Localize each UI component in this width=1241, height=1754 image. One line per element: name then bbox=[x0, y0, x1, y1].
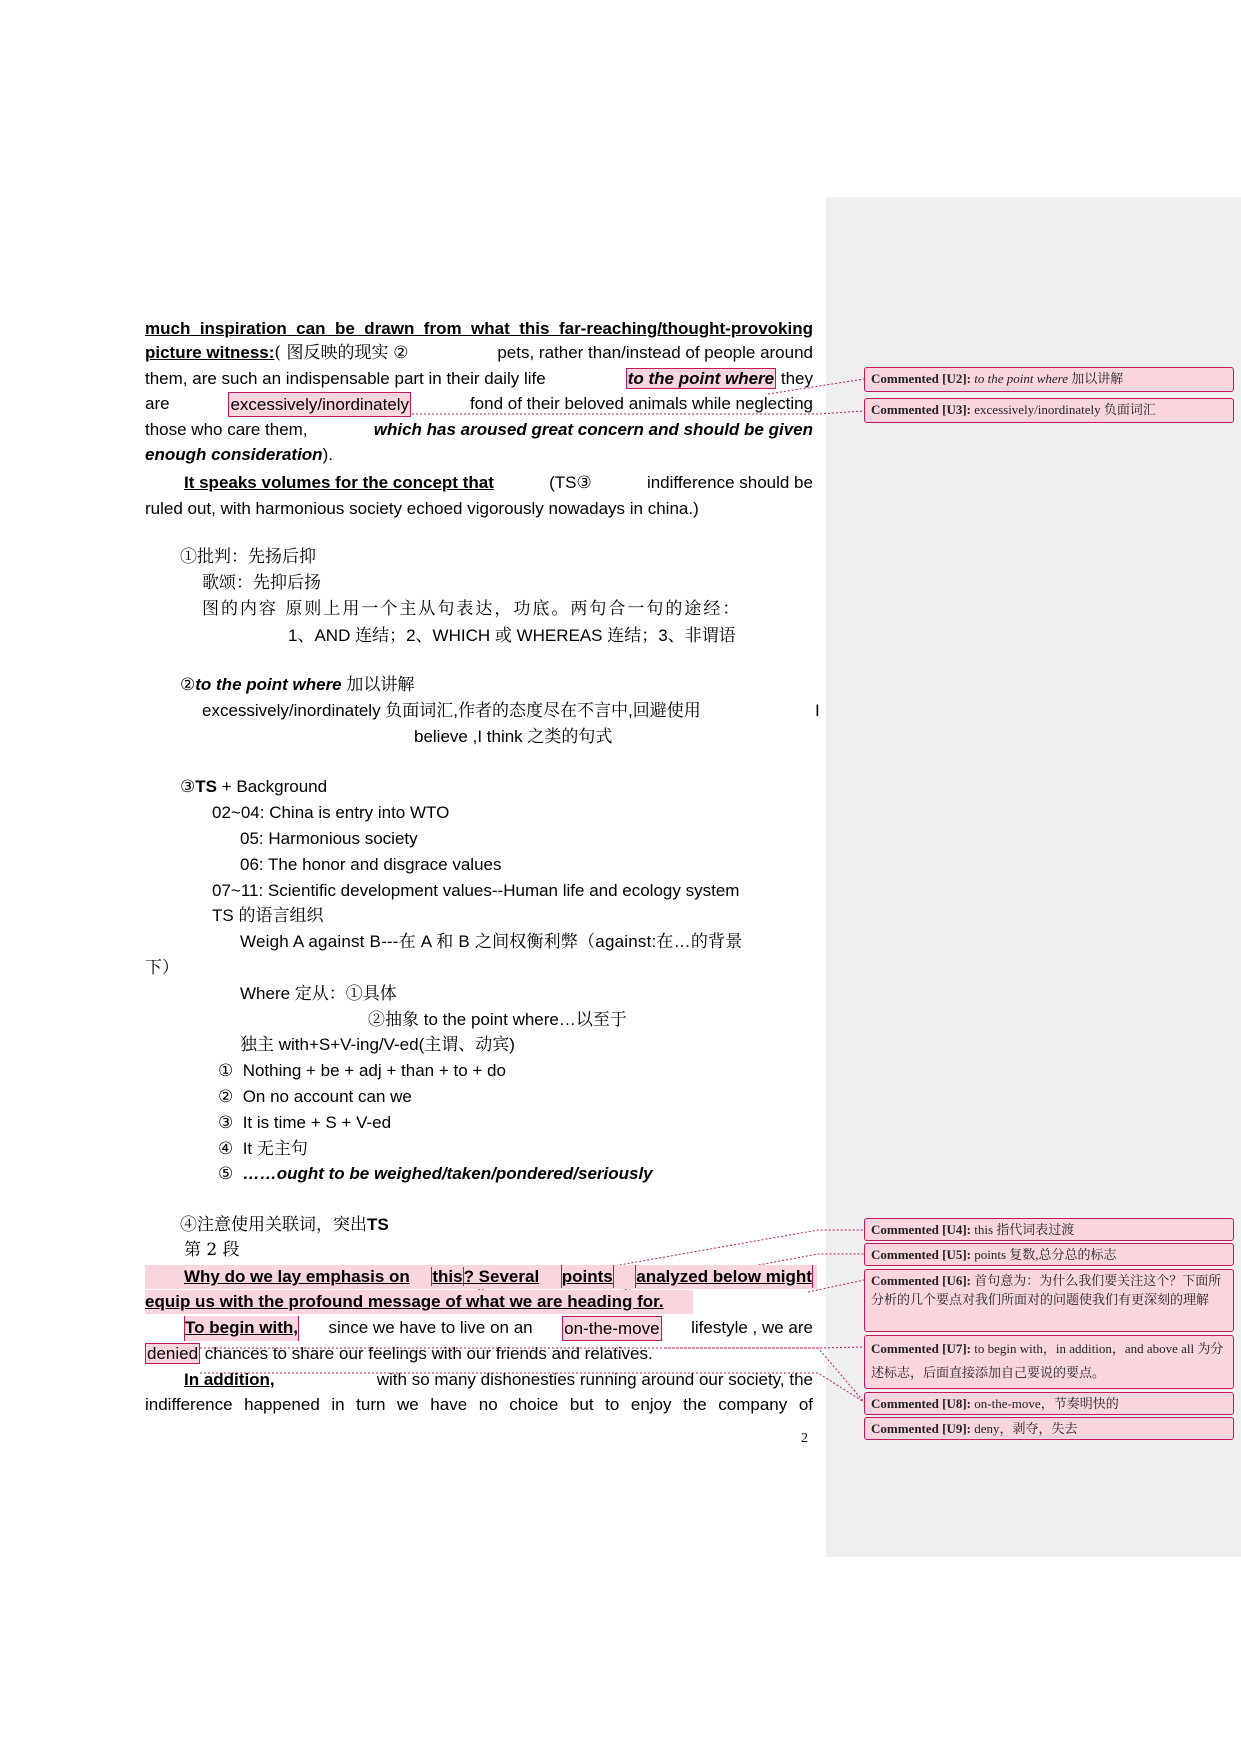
comment-u7[interactable] bbox=[864, 1335, 1234, 1389]
para1-line-4 bbox=[145, 392, 813, 417]
list-text: Nothing + be + adj + than + to + do bbox=[242, 1061, 506, 1080]
note3-item-1: 02~04: China is entry into WTO bbox=[212, 803, 450, 822]
indifference-text: indifference should be bbox=[646, 473, 813, 492]
list-number: ⑤ bbox=[218, 1164, 234, 1183]
note-ref-3: ③ bbox=[576, 473, 592, 493]
note4-line-1 bbox=[180, 1213, 389, 1237]
note3-list-5 bbox=[218, 1162, 653, 1185]
note3-item-6: Weigh A against B---在 A 和 B 之间权衡利弊（against:在…的背景 bbox=[240, 932, 743, 951]
comment-text: to begin with，in addition，and above all 为分述标志，后面直接添加自己要说的要点。 bbox=[871, 1341, 1224, 1380]
in-addition-text: In addition, bbox=[184, 1370, 275, 1389]
list-text: It is time + S + V-ed bbox=[242, 1113, 392, 1132]
note4-ts: TS bbox=[367, 1215, 389, 1234]
reflection-text: ( 图反映的现实 bbox=[274, 343, 389, 363]
para3-line-3 bbox=[184, 1316, 813, 1341]
page-number: 2 bbox=[801, 1431, 808, 1446]
list-text: On no account can we bbox=[242, 1087, 412, 1106]
note3-item-3: 06: The honor and disgrace values bbox=[240, 855, 502, 874]
note2-line-2-end: I bbox=[815, 701, 820, 720]
list-text: It 无主句 bbox=[242, 1139, 308, 1158]
comment-u3[interactable] bbox=[864, 398, 1234, 423]
since-text: since we have to live on an bbox=[328, 1318, 533, 1337]
para3-line-6: indifference happened in turn we have no choice but to enjoy the company of bbox=[145, 1395, 813, 1414]
comment-u5[interactable] bbox=[864, 1243, 1234, 1266]
note3-list-3 bbox=[218, 1111, 391, 1134]
note2-line-3: believe ,I think 之类的句式 bbox=[414, 727, 613, 746]
comment-header: Commented [U8]: bbox=[871, 1396, 972, 1411]
note2-explain: 加以讲解 bbox=[346, 675, 415, 695]
note3-item-9: ②抽象 to the point where…以至于 bbox=[368, 1010, 627, 1029]
note3-list-1 bbox=[218, 1059, 506, 1082]
are-text: are bbox=[145, 394, 170, 413]
pets-text: pets, rather than/instead of people around bbox=[497, 343, 813, 362]
note3-ts: TS bbox=[195, 777, 217, 796]
comment-text: 首句意为：为什么我们要关注这个？下面所分析的几个要点对我们所面对的问题使我们有更深刻的理解 bbox=[871, 1273, 1222, 1307]
comment-header: Commented [U2]: bbox=[871, 371, 972, 386]
indispensable-text: them, are such an indispensable part in their daily life bbox=[145, 369, 546, 388]
lifestyle-text: lifestyle , we are bbox=[691, 1318, 813, 1337]
list-number: ④ bbox=[218, 1139, 234, 1158]
comment-u8[interactable] bbox=[864, 1392, 1234, 1415]
note3-list-4 bbox=[218, 1137, 308, 1160]
comment-text: on-the-move，节奏明快的 bbox=[971, 1396, 1119, 1411]
comment-anchor-u4[interactable]: this bbox=[432, 1267, 463, 1286]
speaks-volumes-text: It speaks volumes for the concept that bbox=[184, 473, 494, 492]
closing-paren: ). bbox=[322, 445, 333, 464]
note3-list-2 bbox=[218, 1085, 412, 1108]
note2-number: ② bbox=[180, 675, 196, 695]
comment-header: Commented [U4]: bbox=[871, 1222, 972, 1237]
aroused-concern-text: which has aroused great concern and should be given bbox=[373, 420, 813, 439]
comment-anchor-u5[interactable]: points bbox=[561, 1267, 613, 1286]
para3-line-5 bbox=[184, 1368, 813, 1391]
comment-anchor-u6[interactable]: equip us with the profound message of what we are heading for. bbox=[145, 1292, 664, 1311]
comment-text: 加以讲解 bbox=[1068, 371, 1124, 386]
analyzed-below-text: analyzed below might bbox=[636, 1267, 812, 1286]
comment-header: Commented [U5]: bbox=[871, 1247, 972, 1262]
note3-item-10: 独主 with+S+V-ing/V-ed(主谓、动宾) bbox=[240, 1035, 515, 1054]
note2-phrase: to the point where bbox=[195, 675, 342, 694]
comment-header: Commented [U7]: bbox=[871, 1341, 972, 1356]
note1-criticize: 批判：先扬后抑 bbox=[197, 547, 316, 567]
section-heading: 第 2 段 bbox=[184, 1240, 240, 1260]
note3-item-5: TS 的语言组织 bbox=[212, 906, 324, 925]
comment-anchor-u3[interactable]: excessively/inordinately bbox=[228, 392, 411, 417]
note1-number: ① bbox=[180, 547, 197, 567]
fond-text: fond of their beloved animals while neglecting bbox=[469, 394, 813, 413]
picture-witness-text: picture witness: bbox=[145, 343, 275, 362]
enough-consideration-text: enough consideration bbox=[145, 445, 323, 464]
note3-item-8: Where 定从：①具体 bbox=[240, 984, 397, 1003]
ts-open: (TS bbox=[549, 473, 577, 492]
note1-line-3: 图的内容 原则上用一个主从句表达，功底。两句合一句的途经： bbox=[202, 599, 742, 619]
why-emphasis-text: Why do we lay emphasis on bbox=[184, 1267, 410, 1286]
list-number: ③ bbox=[218, 1113, 234, 1132]
comment-text: points 复数,总分总的标志 bbox=[971, 1247, 1117, 1262]
comment-text: excessively/inordinately 负面词汇 bbox=[971, 402, 1156, 417]
para1-line-1: much inspiration can be drawn from what this far-reaching/thought-provoking bbox=[145, 319, 813, 338]
list-number: ② bbox=[218, 1087, 234, 1106]
para1-line-5 bbox=[145, 418, 813, 441]
comment-u4[interactable] bbox=[864, 1218, 1234, 1241]
comment-text: deny，剥夺，失去 bbox=[971, 1421, 1078, 1436]
dishonesties-text: with so many dishonesties running around our society, the bbox=[376, 1370, 813, 1389]
note4-text: 注意使用关联词，突出 bbox=[197, 1215, 367, 1235]
note3-background: + Background bbox=[216, 777, 328, 796]
comment-u2[interactable] bbox=[864, 367, 1234, 392]
para1-line-6 bbox=[145, 443, 333, 466]
note-ref-2: ② bbox=[393, 343, 409, 363]
comment-header: Commented [U3]: bbox=[871, 402, 972, 417]
comment-anchor-u9[interactable]: denied bbox=[147, 1344, 199, 1363]
those-text: those who care them, bbox=[145, 420, 308, 439]
note3-item-7: 下） bbox=[145, 958, 179, 977]
para1-line-3 bbox=[145, 367, 813, 390]
comment-header: Commented [U6]: bbox=[871, 1273, 972, 1288]
note2-line-1 bbox=[180, 673, 414, 697]
note1-line-2: 歌颂：先抑后扬 bbox=[202, 573, 321, 593]
para3-line-1 bbox=[184, 1265, 813, 1288]
several-text: ? Several bbox=[463, 1267, 540, 1286]
para1-line-2 bbox=[145, 341, 813, 365]
comment-anchor-u8[interactable]: on-the-move bbox=[562, 1316, 661, 1341]
note3-number: ③ bbox=[180, 777, 196, 797]
comment-anchor-u7[interactable]: To begin with, bbox=[184, 1316, 299, 1341]
comment-text: this 指代词表过渡 bbox=[971, 1222, 1075, 1237]
comment-emphasis: to the point where bbox=[974, 371, 1069, 386]
note3-line-1 bbox=[180, 775, 327, 799]
list-text: ……ought to be weighed/taken/pondered/seriously bbox=[242, 1164, 653, 1183]
note1-line-1 bbox=[180, 546, 316, 569]
para3-line-4 bbox=[145, 1342, 653, 1365]
note3-item-4: 07~11: Scientific development values--Human life and ecology system bbox=[212, 881, 740, 900]
comment-anchor-u2[interactable]: to the point where bbox=[627, 369, 775, 388]
list-number: ① bbox=[218, 1061, 234, 1080]
comment-header: Commented [U9]: bbox=[871, 1421, 972, 1436]
comment-u9[interactable] bbox=[864, 1417, 1234, 1440]
note1-line-4: 1、AND 连结；2、WHICH 或 WHEREAS 连结；3、非谓语 bbox=[288, 626, 736, 645]
note2-line-2: excessively/inordinately 负面词汇,作者的态度尽在不言中,回避使用 bbox=[202, 701, 701, 720]
para2-line-2: ruled out, with harmonious society echoed vigorously nowadays in china.) bbox=[145, 499, 699, 518]
they-text: they bbox=[780, 369, 813, 388]
note3-item-2: 05: Harmonious society bbox=[240, 829, 418, 848]
para2-line-1 bbox=[184, 471, 813, 495]
note4-number: ④ bbox=[180, 1215, 197, 1235]
chances-text: chances to share our feelings with our friends and relatives. bbox=[204, 1344, 653, 1363]
comment-u6[interactable] bbox=[864, 1269, 1234, 1332]
